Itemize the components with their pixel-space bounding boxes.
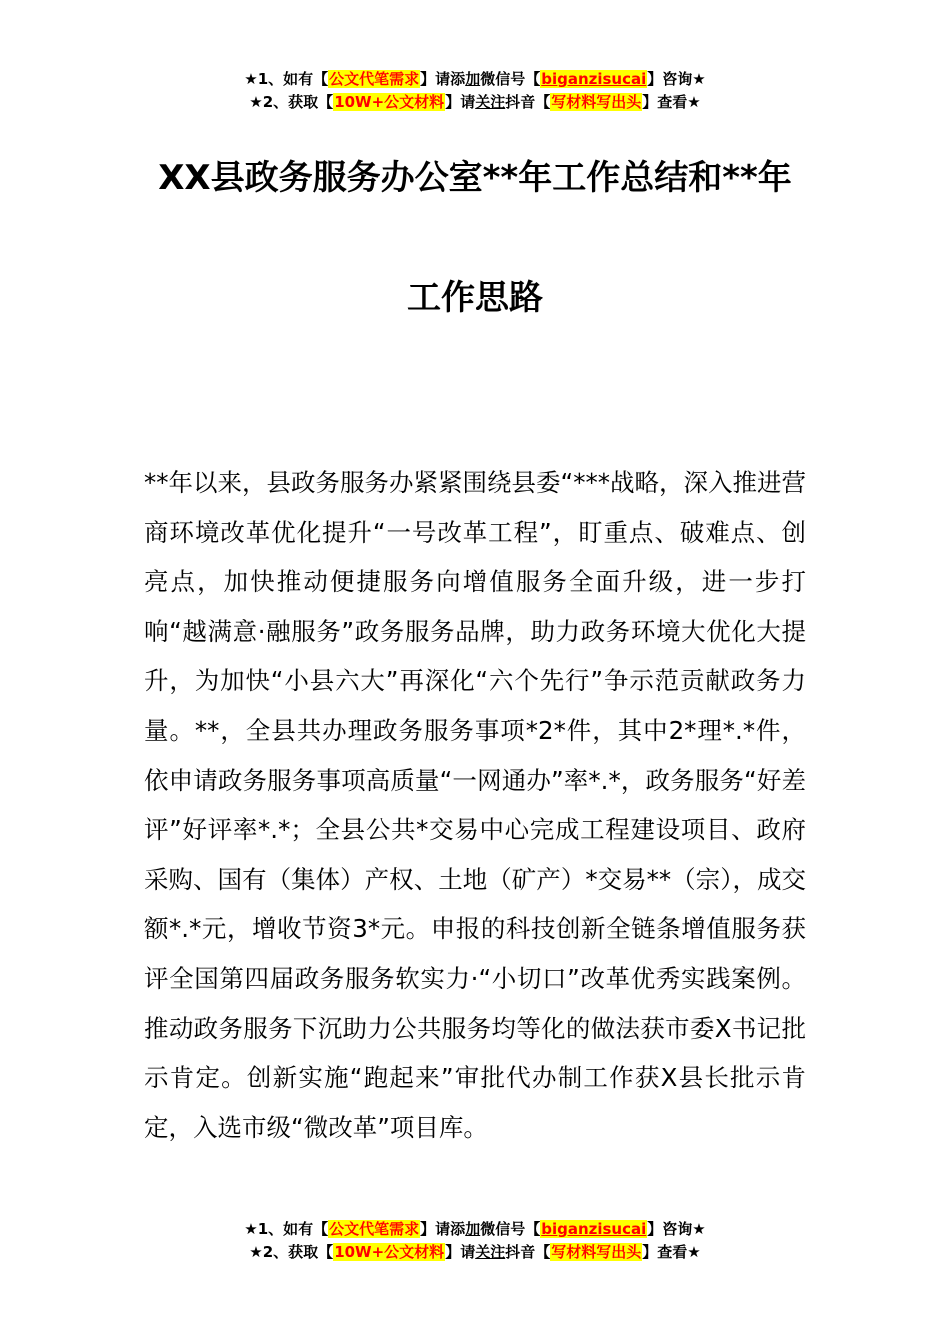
promo-underlined-text: 关注: [475, 1243, 506, 1261]
promo-text: 】请添: [420, 70, 466, 88]
promo-highlight: 写材料写出头: [551, 1243, 642, 1261]
promo-text: 】查看★: [642, 93, 701, 111]
promo-text: 微信号【: [480, 1220, 541, 1238]
promo-text: 】请: [445, 93, 476, 111]
promo-line-1: [0, 68, 950, 91]
document-title-line-1: XX县政务服务办公室**年工作总结和**年: [158, 158, 792, 198]
promo-line-1: [0, 1218, 950, 1241]
promo-highlight: 公文代笔需求: [329, 1220, 420, 1238]
promo-highlight: 10W+公文材料: [334, 1243, 445, 1261]
promo-text: 抖音【: [505, 1243, 551, 1261]
promo-highlight: 10W+公文材料: [334, 93, 445, 111]
wechat-id-link[interactable]: biganzisucai: [541, 1220, 647, 1238]
header-promo-banner: [0, 68, 950, 114]
body-paragraph: **年以来，县政务服务办紧紧围绕县委“***战略，深入推进营商环境改革优化提升“一号改革工程”，盯重点、破难点、创亮点，加快推动便捷服务向增值服务全面升级，进一步打响“越满意·融服务”政务服务品牌，助力政务环境大优化大提升，为加快“小县六大”再深化“六个先行”争示范贡献政务力量。**，全县共办理政务服务事项*2*件，其中2*理*.*件，依申请政务服务事项高质量“一网通办”率*.*，政务服务“好差评”好评率*.*；全县公共*交易中心完成工程建设项目、政府采购、国有（集体）产权、土地（矿产）*交易**（宗），成交额*.*元，增收节资3*元。申报的科技创新全链条增值服务获评全国第四届政务服务软实力·“小切口”改革优秀实践案例。推动政务服务下沉助力公共服务均等化的做法获市委X书记批示肯定。创新实施“跑起来”审批代办制工作获X县长批示肯定，入选市级“微改革”项目库。: [144, 468, 806, 1142]
promo-text: 微信号【: [480, 70, 541, 88]
promo-text: 】咨询★: [647, 70, 706, 88]
promo-highlight: 公文代笔需求: [329, 70, 420, 88]
promo-underlined-text: 加: [465, 1220, 481, 1238]
promo-text: ★1、如有【: [244, 70, 329, 88]
document-title-line-2: 工作思路: [407, 278, 543, 318]
promo-line-2: [0, 1241, 950, 1264]
footer-promo-banner: [0, 1218, 950, 1264]
promo-text: ★2、获取【: [249, 93, 334, 111]
promo-text: 】请添: [420, 1220, 466, 1238]
wechat-id-link[interactable]: biganzisucai: [541, 70, 647, 88]
promo-text: 抖音【: [505, 93, 551, 111]
promo-text: ★1、如有【: [244, 1220, 329, 1238]
promo-text: 】查看★: [642, 1243, 701, 1261]
promo-line-2: [0, 91, 950, 114]
promo-text: 】咨询★: [647, 1220, 706, 1238]
promo-underlined-text: 加: [465, 70, 481, 88]
promo-text: ★2、获取【: [249, 1243, 334, 1261]
promo-underlined-text: 关注: [475, 93, 506, 111]
promo-highlight: 写材料写出头: [551, 93, 642, 111]
promo-text: 】请: [445, 1243, 476, 1261]
